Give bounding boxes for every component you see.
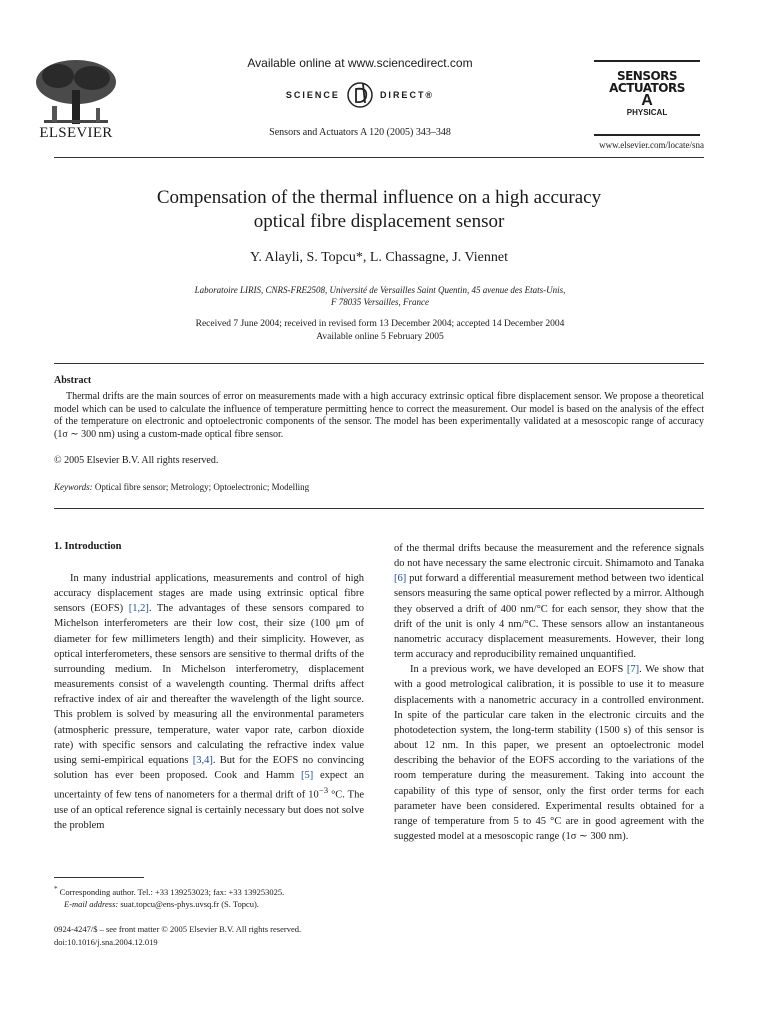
citation-link[interactable]: [6]: [394, 573, 407, 585]
publisher-name: ELSEVIER: [39, 125, 113, 141]
intro-paragraph-2: In a previous work, we have developed an EOFS [7]. We show that with a good metrological calibration, it is possible to use it to measure displacements with a nanometric accuracy in a controlled environment. In spite of the particular care taken in the electronic circuits and the photodetection system, the long-term stability (1500 s) of this sensor is about 12 nm. In this paper, we present an optoelectronic model describing the behavior of the EOFS according to the variations of the room temperature during the measurement. Taking into account the capability of this type of sensor, only the first order terms for each parameter have been considered. Experimental results obtained for a range of temperature from 5 to 45 °C are in good agreement with the suggested model at a mesoscopic range (1σ ∼ 300 nm).: [394, 664, 704, 842]
journal-logo-letter: A: [641, 92, 653, 109]
sd-left-text: SCIENCE: [285, 90, 340, 100]
doi-line[interactable]: doi:10.1016/j.sna.2004.12.019: [54, 937, 158, 947]
exponent: −3: [318, 785, 329, 796]
article-title: Compensation of the thermal influence on a high accuracy optical fibre displacement sensor: [156, 187, 602, 232]
citation-link[interactable]: [3,4]: [192, 754, 213, 766]
journal-logo: [594, 60, 700, 136]
issn-line: 0924-4247/$ – see front matter © 2005 Elsevier B.V. All rights reserved.: [54, 924, 302, 934]
right-column: [394, 541, 704, 844]
intro-paragraph-1-cont: of the thermal drifts because the measurement and the reference signals do not have necessary the same electronic circuit. Shimamoto and Tanaka [6] put forward a differential measurement method between two identical sensors measuring the same optical power reflected by a mirror. Although they observed a drift of 400 nm/°C for each sensor, they show that the drift of the unit is only 4 nm/°C. These sensors allow an instantaneous nanometric accuracy displacement measurements. However, their long term accuracy and reproducibility remained unquantified.: [394, 543, 704, 661]
keywords-text: Optical fibre sensor; Metrology; Optoelectronic; Modelling: [94, 482, 310, 492]
left-column: [54, 571, 364, 833]
imprint: [54, 923, 374, 949]
abstract-text: Thermal drifts are the main sources of error on measurements made with a high accuracy extrinsic optical fibre displacement sensor. We propose a theoretical model which can be used to calculate the influence of temperature permitting hence to correct the measurement. Our model is based on the analysis of the effect of the temperature on electronic and optoelectronic components of the sensor. The model has been experimentally validated at a mesoscopic range of accuracy (1σ ∼ 300 nm) using a custom-made optical fibre sensor.: [54, 391, 704, 440]
section-heading-introduction: 1. Introduction: [54, 541, 122, 552]
citation-link[interactable]: [1,2]: [128, 603, 149, 615]
corresponding-author: Corresponding author. Tel.: +33 139253023; fax: +33 139253025.: [59, 886, 285, 897]
journal-logo-subtitle: PHYSICAL: [626, 108, 668, 117]
footnote-divider: [54, 877, 144, 878]
citation-link[interactable]: [7]: [626, 664, 640, 676]
header-divider: [54, 157, 704, 158]
abstract-copyright: © 2005 Elsevier B.V. All rights reserved.: [54, 455, 219, 466]
keywords-label: Keywords:: [54, 482, 93, 492]
sciencedirect-d-icon: [346, 81, 374, 109]
intro-paragraph-1: In many industrial applications, measurements and control of high accuracy displacement stages are made using extrinsic optical fibre sensors (EOFS) [1,2]. The advantages of these sensors compared to Michelson interferometers are their low cost, their size (100 μm of diameter for few millimeters length) and their simplicity. However, as optical interferometers, these sensors are sensitive to thermal drifts of the surrounding medium. In Michelson interferometry, displacement measurements consist of a wavelength counting. Thermal drifts affect refractive index of air and thereafter the wavelength of the light source. This problem is solved by measuring all the environmental parameters (atmospheric pressure, temperature, water vapor rate, carbon dioxide rate) with specific sensors and calculating the refractive index value using semi-empirical equations [3,4]. But for the EOFS no convincing solution has ever been proposed. Cook and Hamm [5] expect an uncertainty of few tens of nanometers for a thermal drift of $10^{-3}$ °C. The use of an optical reference signal is certainly necessary but does not solve the problem: [54, 573, 365, 831]
article-history: Received 7 June 2004; received in revised form 13 December 2004; accepted 14 December 2004 Available online 5 February 2005: [195, 319, 565, 342]
footnote: * Corresponding author. Tel.: +33 139253023; fax: +33 139253025. E-mail address: suat.topcu@ens-phys.uvsq.fr (S. Topcu).: [54, 885, 285, 909]
citation-link[interactable]: [5]: [301, 770, 314, 782]
journal-logo-name: SENSORS ACTUATORS: [609, 69, 685, 95]
sciencedirect-logo: [190, 80, 530, 110]
abstract-top-divider: [54, 363, 704, 364]
email-address[interactable]: suat.topcu@ens-phys.uvsq.fr (S. Topcu).: [120, 898, 259, 909]
affiliation: Laboratoire LIRIS, CNRS-FRE2508, Université de Versailles Saint Quentin, 45 avenue des Etats-Unis, F 78035 Versailles, France: [194, 285, 566, 307]
available-online-text[interactable]: Available online at www.sciencedirect.com: [247, 56, 473, 70]
abstract-heading: Abstract: [54, 375, 92, 386]
abstract-bottom-divider: [54, 508, 704, 509]
author-list: Y. Alayli, S. Topcu*, L. Chassagne, J. Viennet: [250, 250, 508, 265]
sd-right-text: DIRECT®: [379, 90, 435, 100]
journal-url-link[interactable]: www.elsevier.com/locate/sna: [599, 140, 704, 150]
email-label: E-mail address:: [64, 898, 119, 909]
keywords: [54, 482, 704, 492]
journal-citation: Sensors and Actuators A 120 (2005) 343–348: [269, 127, 451, 138]
